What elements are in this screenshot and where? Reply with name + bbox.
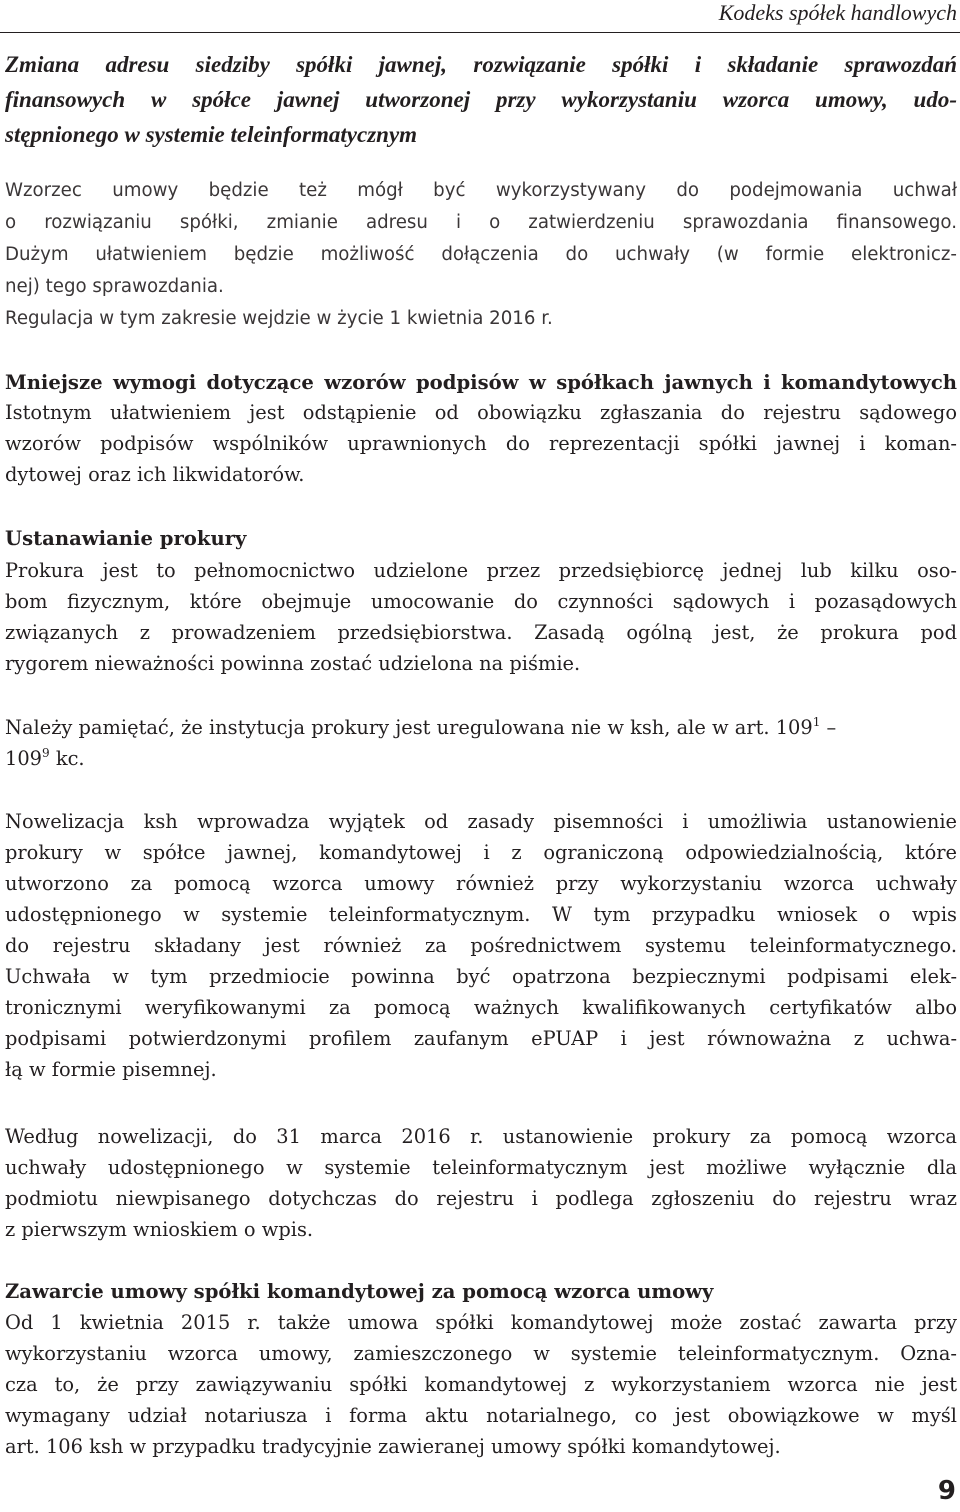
body-line: dytowej oraz ich likwidatorów. <box>5 463 305 486</box>
body-line: Dużym ułatwieniem będzie możliwość dołączenia do uchwały (w formie elektronicz- <box>5 244 957 265</box>
section-body-address-change <box>5 175 957 335</box>
heading-line: Ustanawianie prokury <box>5 527 247 550</box>
body-line <box>5 712 957 743</box>
body-text: Należy pamiętać, że instytucja prokury jest uregulowana nie w ksh, ale w art. 109 <box>5 716 813 739</box>
body-line: związanych z prowadzeniem przedsiębiorstwa. Zasadą ogólną jest, że prokura pod <box>5 621 957 644</box>
body-text: – <box>820 716 837 739</box>
heading-line: Zawarcie umowy spółki komandytowej za pomocą wzorca umowy <box>5 1280 714 1303</box>
body-line: Istotnym ułatwieniem jest odstąpienie od obowiązku zgłaszania do rejestru sądowego <box>5 401 957 424</box>
heading-line: stępnionego w systemie teleinformatycznym <box>5 122 418 147</box>
body-line: łą w formie pisemnej. <box>5 1058 217 1081</box>
body-line: wzorów podpisów wspólników uprawnionych do reprezentacji spółki jawnej i koman- <box>5 432 957 455</box>
section-heading-limited-partnership <box>5 1276 957 1307</box>
body-line: Prokura jest to pełnomocnictwo udzielone przez przedsiębiorcę jednej lub kilku oso- <box>5 559 957 582</box>
body-line <box>5 743 957 774</box>
section-heading-signatures <box>5 367 957 398</box>
body-line: art. 106 ksh w przypadku tradycyjnie zawieranej umowy spółki komandytowej. <box>5 1435 781 1458</box>
body-line: bom fizycznym, które obejmuje umocowanie do czynności sądowych i pozasądowych <box>5 590 957 613</box>
page-number: 9 <box>937 1476 956 1506</box>
superscript: 9 <box>42 746 50 760</box>
section-heading-address-change <box>5 47 957 152</box>
running-header: Kodeks spółek handlowych <box>718 0 957 25</box>
body-line: tronicznymi weryfikowanymi za pomocą ważnych kwalifikowanych certyfikatów albo <box>5 996 957 1019</box>
paragraph-procuration-definition <box>5 555 957 679</box>
body-line: cza to, że przy zawiązywaniu spółki komandytowej z wykorzystaniem wzorca nie jest <box>5 1373 957 1396</box>
paragraph-legal-basis <box>5 712 957 774</box>
body-line: podmiotu niewpisanego dotychczas do rejestru i podlega zgłoszeniu do rejestru wraz <box>5 1187 957 1210</box>
body-line: do rejestru składany jest również za pośrednictwem systemu teleinformatycznego. <box>5 934 957 957</box>
body-line: o rozwiązaniu spółki, zmianie adresu i o zatwierdzeniu sprawozdania finansowego. <box>5 212 957 233</box>
body-line: nej) tego sprawozdania. <box>5 276 224 297</box>
header-rule <box>0 32 960 33</box>
body-line: Według nowelizacji, do 31 marca 2016 r. ustanowienie prokury za pomocą wzorca <box>5 1125 957 1148</box>
body-line: rygorem nieważności powinna zostać udzielona na piśmie. <box>5 652 581 675</box>
body-line: wykorzystaniu wzorca umowy, zamieszczonego w systemie teleinformatycznym. Ozna- <box>5 1342 957 1365</box>
section-heading-procuration <box>5 523 957 554</box>
body-line: wymagany udział notariusza i forma aktu notarialnego, co jest obowiązkowe w myśl <box>5 1404 957 1427</box>
paragraph-transition-rule <box>5 1121 957 1245</box>
paragraph-amendment <box>5 806 957 1085</box>
body-line: prokury w spółce jawnej, komandytowej i z ograniczoną odpowiedzialnością, które <box>5 841 957 864</box>
body-line: podpisami potwierdzonymi profilem zaufanym ePUAP i jest równoważna z uchwa- <box>5 1027 957 1050</box>
body-text: 109 <box>5 747 43 770</box>
body-line: Wzorzec umowy będzie też mógł być wykorzystywany do podejmowania uchwał <box>5 180 957 201</box>
superscript: 1 <box>812 715 821 729</box>
heading-line: Zmiana adresu siedziby spółki jawnej, rozwiązanie spółki i składanie sprawozdań <box>5 52 957 77</box>
body-line: Od 1 kwietnia 2015 r. także umowa spółki komandytowej może zostać zawarta przy <box>5 1311 957 1334</box>
body-line: utworzono za pomocą wzorca umowy również przy wykorzystaniu wzorca uchwały <box>5 872 957 895</box>
heading-line: Mniejsze wymogi dotyczące wzorów podpisów w spółkach jawnych i komandytowych <box>5 371 957 394</box>
body-line: Uchwała w tym przedmiocie powinna być opatrzona bezpiecznymi podpisami elek- <box>5 965 957 988</box>
heading-line: finansowych w spółce jawnej utworzonej przy wykorzystaniu wzorca umowy, udo- <box>5 87 957 112</box>
section-body-signatures <box>5 397 957 490</box>
body-line: uchwały udostępnionego w systemie teleinformatycznym jest możliwe wyłącznie dla <box>5 1156 957 1179</box>
body-text: kc. <box>49 747 85 770</box>
section-body-limited-partnership <box>5 1307 957 1462</box>
body-line: z pierwszym wnioskiem o wpis. <box>5 1218 314 1241</box>
body-line: udostępnionego w systemie teleinformatycznym. W tym przypadku wniosek o wpis <box>5 903 957 926</box>
body-line: Regulacja w tym zakresie wejdzie w życie 1 kwietnia 2016 r. <box>5 308 553 329</box>
body-line: Nowelizacja ksh wprowadza wyjątek od zasady pisemności i umożliwia ustanowienie <box>5 810 957 833</box>
